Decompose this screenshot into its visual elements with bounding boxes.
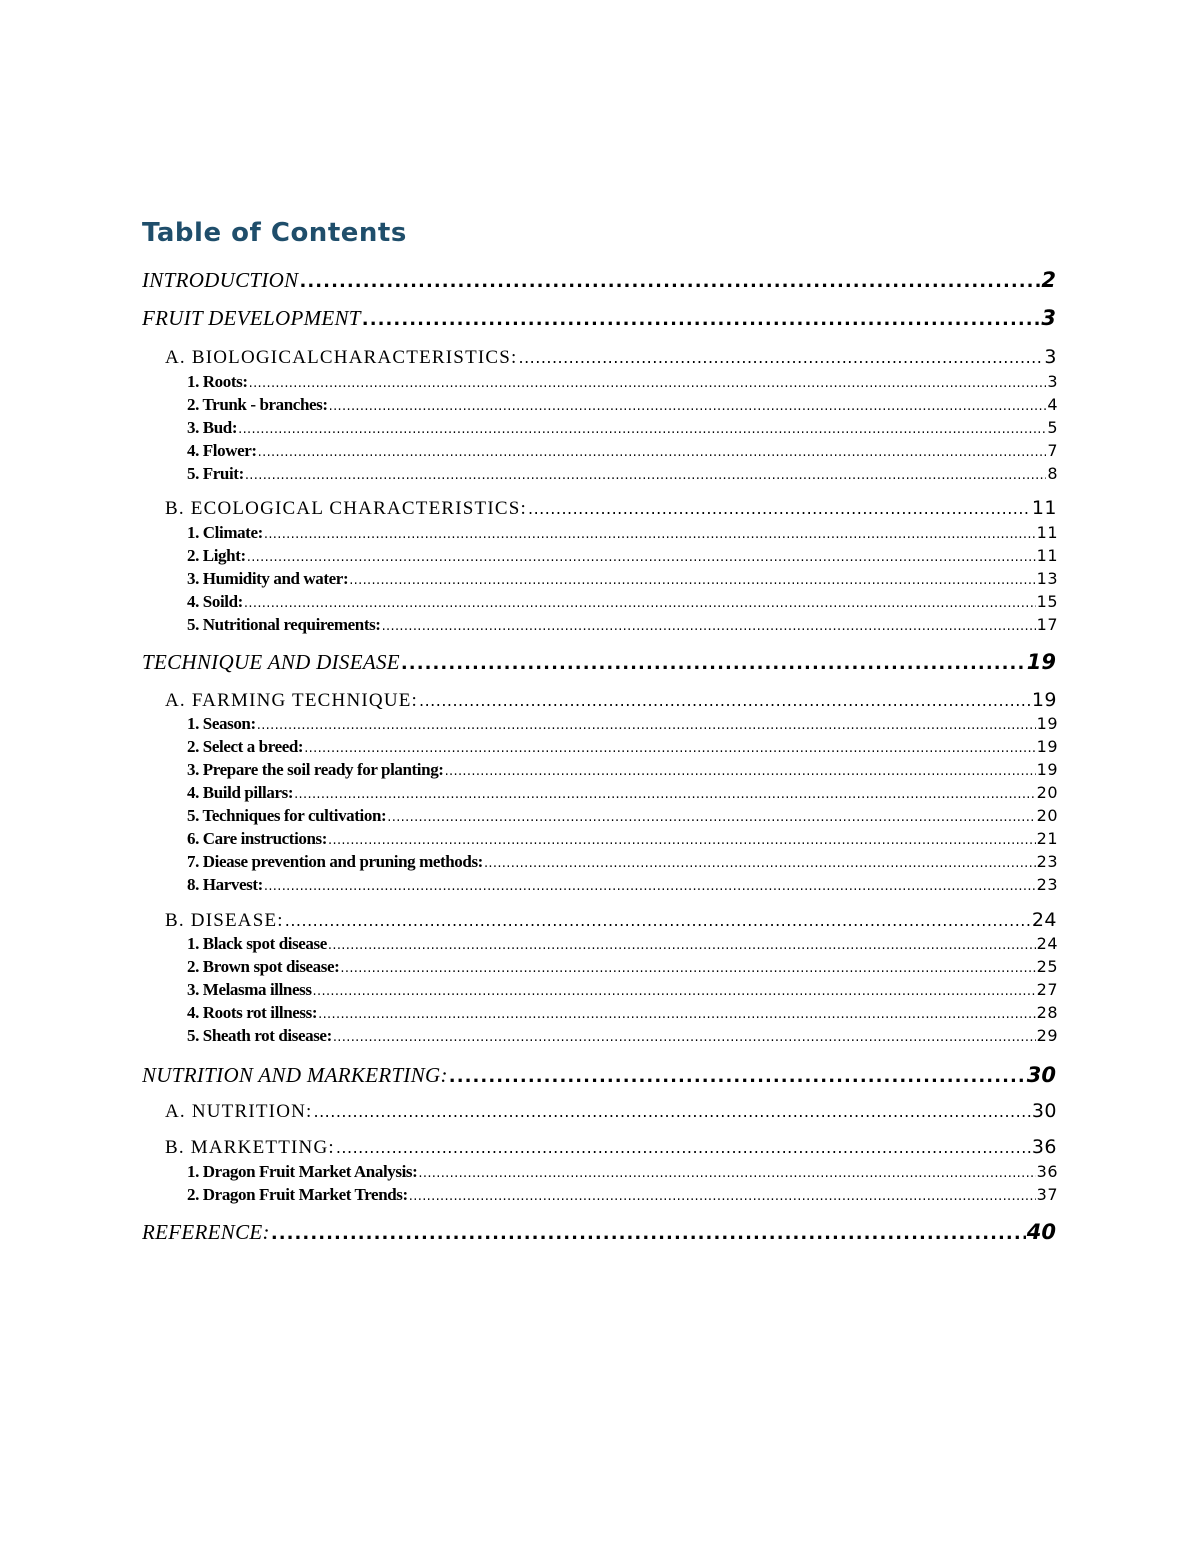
toc-entry-page-number: 21 [1036, 829, 1058, 848]
toc-entry-label: 4. Roots rot illness: [187, 1003, 318, 1022]
toc-dot-leader [340, 961, 1035, 976]
toc-entry-label: 4. Flower: [187, 441, 257, 460]
toc-entry-page-number: 36 [1036, 1162, 1058, 1181]
toc-dot-leader [329, 399, 1047, 414]
toc-dot-leader [328, 938, 1036, 953]
toc-entry[interactable] [187, 783, 1058, 805]
toc-entry[interactable] [187, 852, 1058, 874]
toc-dot-leader [349, 573, 1035, 588]
toc-entry-label: A. BIOLOGICALCHARACTERISTICS: [165, 347, 518, 368]
toc-dot-leader [484, 856, 1036, 871]
toc-entry-page-number: 11 [1031, 497, 1057, 519]
toc-entry-page-number: 19 [1031, 689, 1057, 711]
toc-dot-leader [258, 445, 1047, 460]
toc-entry-page-number: 40 [1026, 1220, 1056, 1244]
toc-entry[interactable] [187, 546, 1058, 568]
toc-dot-leader [528, 499, 1031, 518]
toc-entry-page-number: 19 [1036, 714, 1058, 733]
toc-entry-page-number: 13 [1036, 569, 1058, 588]
toc-entry-label: 3. Melasma illness [187, 980, 312, 999]
toc-entry-page-number: 23 [1036, 852, 1058, 871]
toc-dot-leader [264, 527, 1036, 542]
toc-entry-page-number: 19 [1036, 760, 1058, 779]
toc-dot-leader [336, 1138, 1031, 1157]
toc-entry-label: B. DISEASE: [165, 910, 284, 931]
toc-entry-label: 3. Humidity and water: [187, 569, 349, 588]
toc-entry-page-number: 30 [1031, 1100, 1057, 1122]
toc-entry[interactable] [142, 268, 1056, 296]
toc-dot-leader [419, 691, 1031, 710]
toc-entry-label: 2. Trunk - branches: [187, 395, 328, 414]
toc-entry-page-number: 28 [1036, 1003, 1058, 1022]
toc-entry-page-number: 3 [1041, 306, 1056, 330]
toc-entry[interactable] [187, 395, 1058, 417]
toc-entry-label: 1. Black spot disease [187, 934, 327, 953]
toc-entry-label: 1. Climate: [187, 523, 263, 542]
toc-entry[interactable] [165, 346, 1057, 372]
toc-entry[interactable] [187, 957, 1058, 979]
toc-dot-leader [387, 810, 1035, 825]
toc-entry-label: INTRODUCTION [142, 268, 299, 292]
toc-entry[interactable] [187, 875, 1058, 897]
toc-dot-leader [333, 1030, 1036, 1045]
toc-entry-page-number: 15 [1036, 592, 1058, 611]
toc-entry-page-number: 19 [1036, 737, 1058, 756]
toc-heading: Table of Contents [142, 218, 407, 248]
toc-entry[interactable] [165, 497, 1057, 523]
toc-dot-leader [449, 1066, 1026, 1087]
toc-dot-leader [362, 309, 1041, 330]
toc-entry-page-number: 24 [1031, 909, 1057, 931]
toc-dot-leader [249, 376, 1047, 391]
toc-entry[interactable] [165, 1136, 1057, 1162]
toc-entry[interactable] [187, 829, 1058, 851]
toc-entry-label: 6. Care instructions: [187, 829, 328, 848]
toc-entry-page-number: 2 [1041, 268, 1056, 292]
toc-entry-page-number: 23 [1036, 875, 1058, 894]
toc-dot-leader [285, 911, 1031, 930]
toc-entry-label: REFERENCE: [142, 1220, 270, 1244]
toc-entry-label: 5. Techniques for cultivation: [187, 806, 387, 825]
toc-entry[interactable] [187, 934, 1058, 956]
toc-entry-page-number: 29 [1036, 1026, 1058, 1045]
toc-dot-leader [257, 718, 1036, 733]
toc-entry-label: 4. Build pillars: [187, 783, 294, 802]
toc-dot-leader [314, 1102, 1031, 1121]
toc-entry-page-number: 25 [1036, 957, 1058, 976]
toc-entry-label: B. MARKETTING: [165, 1137, 335, 1158]
toc-entry[interactable] [187, 760, 1058, 782]
toc-entry[interactable] [187, 615, 1058, 637]
toc-entry[interactable] [187, 418, 1058, 440]
toc-entry-page-number: 20 [1036, 806, 1058, 825]
toc-entry-page-number: 20 [1036, 783, 1058, 802]
toc-entry-page-number: 4 [1047, 395, 1058, 414]
toc-dot-leader [245, 468, 1046, 483]
toc-entry[interactable] [142, 306, 1056, 334]
toc-entry-label: B. ECOLOGICAL CHARACTERISTICS: [165, 498, 528, 519]
toc-entry-label: 2. Dragon Fruit Market Trends: [187, 1185, 408, 1204]
toc-entry[interactable] [165, 909, 1057, 935]
toc-dot-leader [238, 422, 1046, 437]
toc-entry[interactable] [142, 650, 1056, 678]
toc-dot-leader [445, 764, 1036, 779]
toc-entry[interactable] [187, 523, 1058, 545]
toc-entry[interactable] [187, 806, 1058, 828]
toc-entry[interactable] [165, 689, 1057, 715]
toc-dot-leader [244, 596, 1036, 611]
toc-entry-page-number: 24 [1036, 934, 1058, 953]
toc-entry[interactable] [187, 1185, 1058, 1207]
toc-entry-page-number: 5 [1047, 418, 1058, 437]
toc-entry-label: A. FARMING TECHNIQUE: [165, 690, 419, 711]
toc-entry-page-number: 36 [1031, 1136, 1057, 1158]
toc-entry-label: 2. Select a breed: [187, 737, 304, 756]
toc-entry-label: 7. Diease prevention and pruning methods: [187, 852, 483, 871]
toc-entry-label: 1. Dragon Fruit Market Analysis: [187, 1162, 418, 1181]
toc-entry-label: 1. Season: [187, 714, 256, 733]
toc-dot-leader [247, 550, 1036, 565]
toc-entry-label: TECHNIQUE AND DISEASE [142, 650, 400, 674]
toc-dot-leader [418, 1166, 1035, 1181]
toc-dot-leader [519, 348, 1044, 367]
toc-entry[interactable] [187, 1162, 1058, 1184]
toc-dot-leader [401, 653, 1026, 674]
toc-dot-leader [382, 619, 1036, 634]
toc-entry-label: 2. Light: [187, 546, 246, 565]
toc-entry-label: 5. Fruit: [187, 464, 244, 483]
toc-entry-page-number: 3 [1044, 346, 1057, 368]
toc-entry-label: A. NUTRITION: [165, 1101, 313, 1122]
toc-dot-leader [328, 833, 1036, 848]
toc-entry[interactable] [187, 372, 1058, 394]
toc-dot-leader [409, 1189, 1036, 1204]
toc-dot-leader [299, 271, 1040, 292]
toc-entry-page-number: 30 [1026, 1063, 1056, 1087]
toc-entry-label: 4. Soild: [187, 592, 243, 611]
toc-entry-page-number: 7 [1047, 441, 1058, 460]
toc-entry[interactable] [187, 980, 1058, 1002]
toc-entry[interactable] [187, 592, 1058, 614]
toc-entry[interactable] [187, 714, 1058, 736]
toc-dot-leader [304, 741, 1035, 756]
toc-entry-page-number: 27 [1036, 980, 1058, 999]
toc-entry-label: FRUIT DEVELOPMENT [142, 306, 361, 330]
toc-entry-label: 1. Roots: [187, 372, 248, 391]
toc-entry[interactable] [142, 1063, 1056, 1091]
toc-dot-leader [313, 984, 1036, 999]
toc-entry-label: 8. Harvest: [187, 875, 263, 894]
toc-entry-label: 5. Sheath rot disease: [187, 1026, 332, 1045]
toc-entry-label: 3. Bud: [187, 418, 238, 437]
toc-entry-label: 5. Nutritional requirements: [187, 615, 381, 634]
toc-entry-page-number: 19 [1026, 650, 1056, 674]
toc-entry[interactable] [187, 1026, 1058, 1048]
toc-entry-page-number: 8 [1047, 464, 1058, 483]
toc-entry[interactable] [165, 1100, 1057, 1126]
toc-entry-page-number: 17 [1036, 615, 1058, 634]
toc-entry[interactable] [187, 1003, 1058, 1025]
toc-entry-page-number: 3 [1047, 372, 1058, 391]
toc-dot-leader [318, 1007, 1036, 1022]
toc-entry-label: 2. Brown spot disease: [187, 957, 340, 976]
toc-entry[interactable] [187, 737, 1058, 759]
toc-entry-label: NUTRITION AND MARKERTING: [142, 1063, 448, 1087]
toc-dot-leader [264, 879, 1036, 894]
toc-entry[interactable] [187, 441, 1058, 463]
toc-entry-page-number: 11 [1036, 523, 1058, 542]
toc-entry[interactable] [142, 1220, 1056, 1248]
toc-entry-label: 3. Prepare the soil ready for planting: [187, 760, 444, 779]
toc-dot-leader [271, 1223, 1026, 1244]
toc-dot-leader [294, 787, 1036, 802]
toc-entry[interactable] [187, 464, 1058, 486]
toc-entry-page-number: 37 [1036, 1185, 1058, 1204]
toc-entry[interactable] [187, 569, 1058, 591]
toc-entry-page-number: 11 [1036, 546, 1058, 565]
